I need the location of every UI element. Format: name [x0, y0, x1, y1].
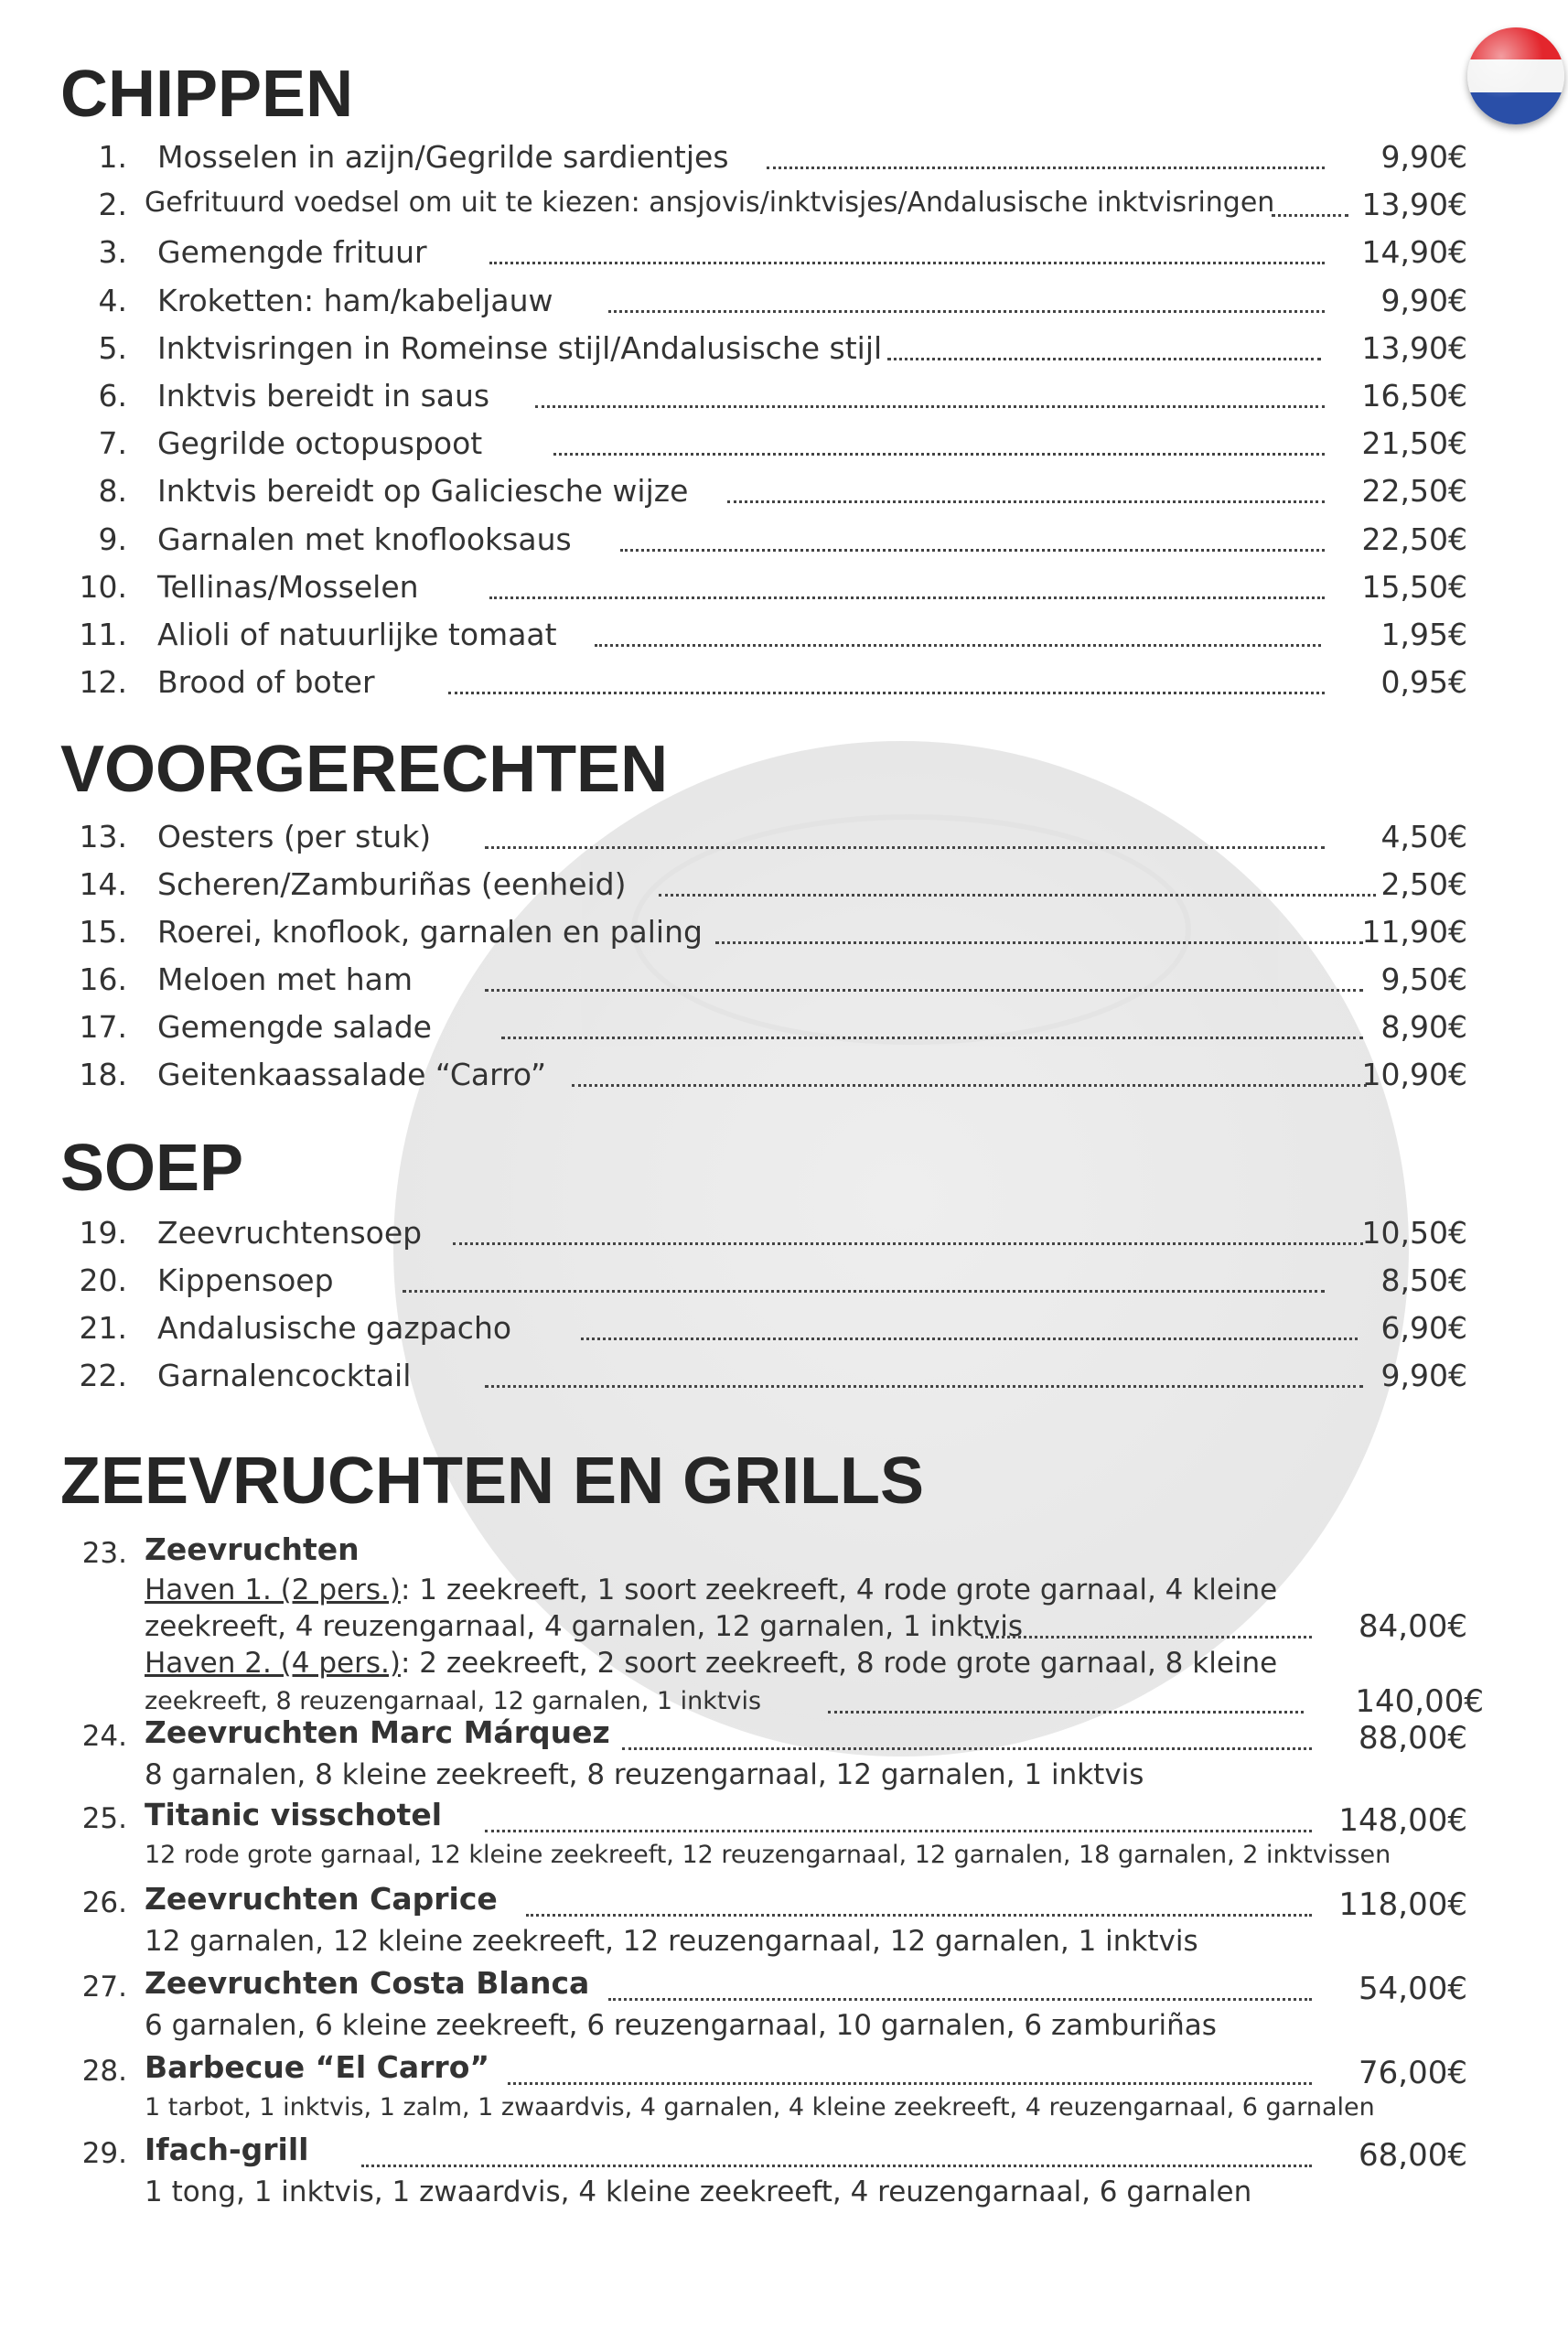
item-number: 14. [79, 866, 127, 902]
menu-item-row [0, 378, 1568, 422]
dot-leader [453, 1242, 1363, 1245]
item-title: Zeevruchten [145, 1531, 360, 1567]
item-number: 5. [98, 329, 127, 366]
item-number: 11. [79, 617, 127, 652]
dot-leader [361, 2165, 1312, 2167]
item-number: 8. [98, 473, 127, 510]
item-price: 9,90€ [1380, 139, 1467, 175]
dot-leader [448, 692, 1325, 694]
menu-item-row [0, 819, 1568, 863]
menu-item-row [0, 914, 1568, 958]
item-number: 6. [98, 378, 127, 414]
dot-leader [608, 310, 1325, 313]
item-price: 6,90€ [1380, 1310, 1467, 1346]
item-name: Andalusische gazpacho [157, 1310, 512, 1346]
item-price: 1,95€ [1380, 617, 1467, 652]
dot-leader [485, 846, 1325, 849]
item-name: Garnalen met knoflooksaus [157, 521, 572, 557]
item-number: 23. [81, 1537, 127, 1570]
item-price: 0,95€ [1380, 664, 1467, 701]
section-title-zeevruchten: ZEEVRUCHTEN EN GRILLS [60, 1445, 925, 1518]
item-price: 118,00€ [1338, 1886, 1467, 1923]
menu-item-row [0, 1262, 1568, 1306]
menu-item-row [0, 187, 1568, 231]
item-number: 3. [98, 234, 127, 271]
item-number: 2. [98, 187, 127, 223]
dot-leader [403, 1290, 1325, 1293]
menu-item-row [0, 139, 1568, 183]
item-number: 1. [98, 139, 127, 175]
dot-leader [715, 941, 1363, 944]
item-number: 29. [81, 2137, 127, 2170]
item-description: 1 tarbot, 1 inktvis, 1 zalm, 1 zwaardvis, 4 garnalen, 4 kleine zeekreeft, 4 reuzengarnaal, 6 garnalen [145, 2093, 1375, 2122]
dot-leader [485, 989, 1363, 992]
item-number: 22. [79, 1358, 127, 1393]
item-price: 148,00€ [1338, 1802, 1467, 1839]
dot-leader [489, 262, 1325, 264]
item-price: 8,50€ [1380, 1262, 1467, 1298]
haven2-desc-2: zeekreeft, 8 reuzengarnaal, 12 garnalen, 1 inktvis [145, 1687, 762, 1715]
item-number: 15. [79, 914, 127, 950]
item-number: 27. [81, 1971, 127, 2004]
item-name: Zeevruchtensoep [157, 1215, 423, 1251]
item-number: 12. [79, 664, 127, 701]
item-name: Kroketten: ham/kabeljauw [157, 282, 553, 318]
dot-leader [608, 1998, 1312, 2001]
dot-leader [572, 1084, 1367, 1087]
item-number: 13. [79, 819, 127, 854]
item-name: Geitenkaassalade “Carro” [157, 1057, 547, 1092]
item-title: Ifach-grill [145, 2132, 309, 2167]
item-number: 26. [81, 1886, 127, 1919]
item-description: 1 tong, 1 inktvis, 1 zwaardvis, 4 kleine zeekreeft, 4 reuzengarnaal, 6 garnalen [145, 2175, 1252, 2208]
item-price: 68,00€ [1359, 2137, 1467, 2174]
item-title: Zeevruchten Marc Márquez [145, 1714, 610, 1750]
item-price: 14,90€ [1361, 234, 1467, 271]
item-number: 21. [79, 1310, 127, 1346]
item-name: Gemengde frituur [157, 234, 427, 271]
item-price: 10,90€ [1361, 1057, 1467, 1092]
menu-item-row [0, 866, 1568, 910]
dot-leader [595, 644, 1321, 647]
dot-leader [489, 596, 1325, 599]
dutch-flag-icon[interactable] [1467, 27, 1564, 124]
menu-item-row [0, 330, 1568, 374]
item-number: 16. [79, 962, 127, 997]
item-price: 22,50€ [1361, 473, 1467, 510]
item-price: 4,50€ [1380, 819, 1467, 854]
item-price: 13,90€ [1361, 187, 1467, 223]
item-name: Gefrituurd voedsel om uit te kiezen: ansjovis/inktvisjes/Andalusische inktvisringen [145, 187, 1275, 220]
item-description: 12 rode grote garnaal, 12 kleine zeekreeft, 12 reuzengarnaal, 12 garnalen, 18 garnalen, 2 inktvissen [145, 1841, 1391, 1869]
menu-item-row [0, 664, 1568, 708]
dot-leader [1272, 214, 1348, 217]
item-title: Zeevruchten Caprice [145, 1881, 498, 1917]
menu-item-row [0, 1358, 1568, 1402]
dot-leader [501, 1037, 1363, 1039]
dot-leader [887, 358, 1321, 360]
section-title-soep: SOEP [60, 1132, 244, 1205]
dot-leader [622, 1747, 1312, 1750]
menu-item-row [0, 1310, 1568, 1354]
item-description: 8 garnalen, 8 kleine zeekreeft, 8 reuzengarnaal, 12 garnalen, 1 inktvis [145, 1758, 1144, 1791]
menu-item-row [0, 617, 1568, 661]
item-price: 54,00€ [1359, 1971, 1467, 2007]
haven1-price: 84,00€ [1359, 1608, 1467, 1645]
haven1-desc-1: : 1 zeekreeft, 1 soort zeekreeft, 4 rode grote garnaal, 4 kleine [400, 1574, 1278, 1606]
item-number: 17. [79, 1009, 127, 1045]
item-number: 9. [98, 521, 127, 557]
item-number: 28. [81, 2055, 127, 2088]
item-description: 6 garnalen, 6 kleine zeekreeft, 6 reuzengarnaal, 10 garnalen, 6 zamburiñas [145, 2009, 1217, 2042]
item-price: 9,50€ [1380, 962, 1467, 997]
item-name: Brood of boter [157, 664, 375, 701]
menu-item-row [0, 962, 1568, 1005]
haven2-desc-1: : 2 zeekreeft, 2 soort zeekreeft, 8 rode grote garnaal, 8 kleine [400, 1647, 1278, 1680]
item-price: 2,50€ [1380, 866, 1467, 902]
item-price: 16,50€ [1361, 378, 1467, 414]
dot-leader [485, 1830, 1312, 1832]
dot-leader [553, 453, 1325, 456]
item-price: 76,00€ [1359, 2055, 1467, 2091]
menu-item-row [0, 234, 1568, 278]
item-name: Garnalencocktail [157, 1358, 412, 1393]
menu-item-row [0, 473, 1568, 517]
dot-leader [581, 1338, 1358, 1340]
item-name: Meloen met ham [157, 962, 413, 997]
item-name: Inktvis bereidt op Galiciesche wijze [157, 473, 689, 510]
haven2-price: 140,00€ [1355, 1683, 1484, 1720]
dot-leader [727, 500, 1325, 503]
dot-leader [508, 2082, 1312, 2085]
item-name: Gegrilde octopuspoot [157, 425, 483, 462]
item-number: 10. [79, 568, 127, 605]
item-name: Scheren/Zamburiñas (eenheid) [157, 866, 627, 902]
dot-leader [620, 549, 1325, 552]
item-name: Gemengde salade [157, 1009, 432, 1045]
section-title-voorgerechten: VOORGERECHTEN [60, 733, 669, 806]
item-price: 8,90€ [1380, 1009, 1467, 1045]
item-price: 13,90€ [1361, 329, 1467, 366]
item-number: 7. [98, 425, 127, 462]
item-name: Kippensoep [157, 1262, 334, 1298]
item-number: 4. [98, 282, 127, 318]
item-price: 9,90€ [1380, 282, 1467, 318]
haven1-desc-2: zeekreeft, 4 reuzengarnaal, 4 garnalen, 12 garnalen, 1 inktvis [145, 1610, 1024, 1643]
item-price: 22,50€ [1361, 521, 1467, 557]
menu-item-row [0, 521, 1568, 565]
item-description: 12 garnalen, 12 kleine zeekreeft, 12 reuzengarnaal, 12 garnalen, 1 inktvis [145, 1925, 1198, 1958]
item-name: Oesters (per stuk) [157, 819, 432, 854]
item-title: Barbecue “El Carro” [145, 2049, 490, 2085]
dot-leader [535, 405, 1325, 408]
menu-item-row [0, 1009, 1568, 1053]
item-name: Tellinas/Mosselen [157, 568, 419, 605]
haven1-label: Haven 1. (2 pers.) [145, 1574, 401, 1606]
item-number: 20. [79, 1262, 127, 1298]
item-name: Mosselen in azijn/Gegrilde sardientjes [157, 139, 729, 175]
item-number: 25. [81, 1802, 127, 1835]
item-number: 19. [79, 1215, 127, 1251]
dot-leader [526, 1914, 1312, 1917]
item-name: Roerei, knoflook, garnalen en paling [157, 914, 703, 950]
item-name: Inktvis bereidt in saus [157, 378, 490, 414]
dot-leader [659, 894, 1376, 897]
menu-item-row [0, 425, 1568, 469]
item-title: Zeevruchten Costa Blanca [145, 1965, 590, 2001]
item-name: Inktvisringen in Romeinse stijl/Andalusische stijl [157, 329, 883, 366]
dot-leader [485, 1385, 1363, 1388]
item-price: 11,90€ [1361, 914, 1467, 950]
item-price: 9,90€ [1380, 1358, 1467, 1393]
menu-item-row [0, 569, 1568, 613]
item-price: 21,50€ [1361, 425, 1467, 462]
dot-leader [767, 167, 1325, 169]
section-title-chippen: CHIPPEN [60, 58, 354, 131]
haven2-label: Haven 2. (4 pers.) [145, 1647, 401, 1680]
item-number: 24. [81, 1720, 127, 1753]
item-price: 10,50€ [1361, 1215, 1467, 1251]
item-price: 15,50€ [1361, 568, 1467, 605]
item-price: 88,00€ [1359, 1720, 1467, 1756]
menu-item-row [0, 1215, 1568, 1259]
menu-item-row [0, 1057, 1568, 1101]
item-title: Titanic visschotel [145, 1797, 443, 1832]
menu-item-row [0, 283, 1568, 327]
item-name: Alioli of natuurlijke tomaat [157, 617, 557, 652]
item-number: 18. [79, 1057, 127, 1092]
